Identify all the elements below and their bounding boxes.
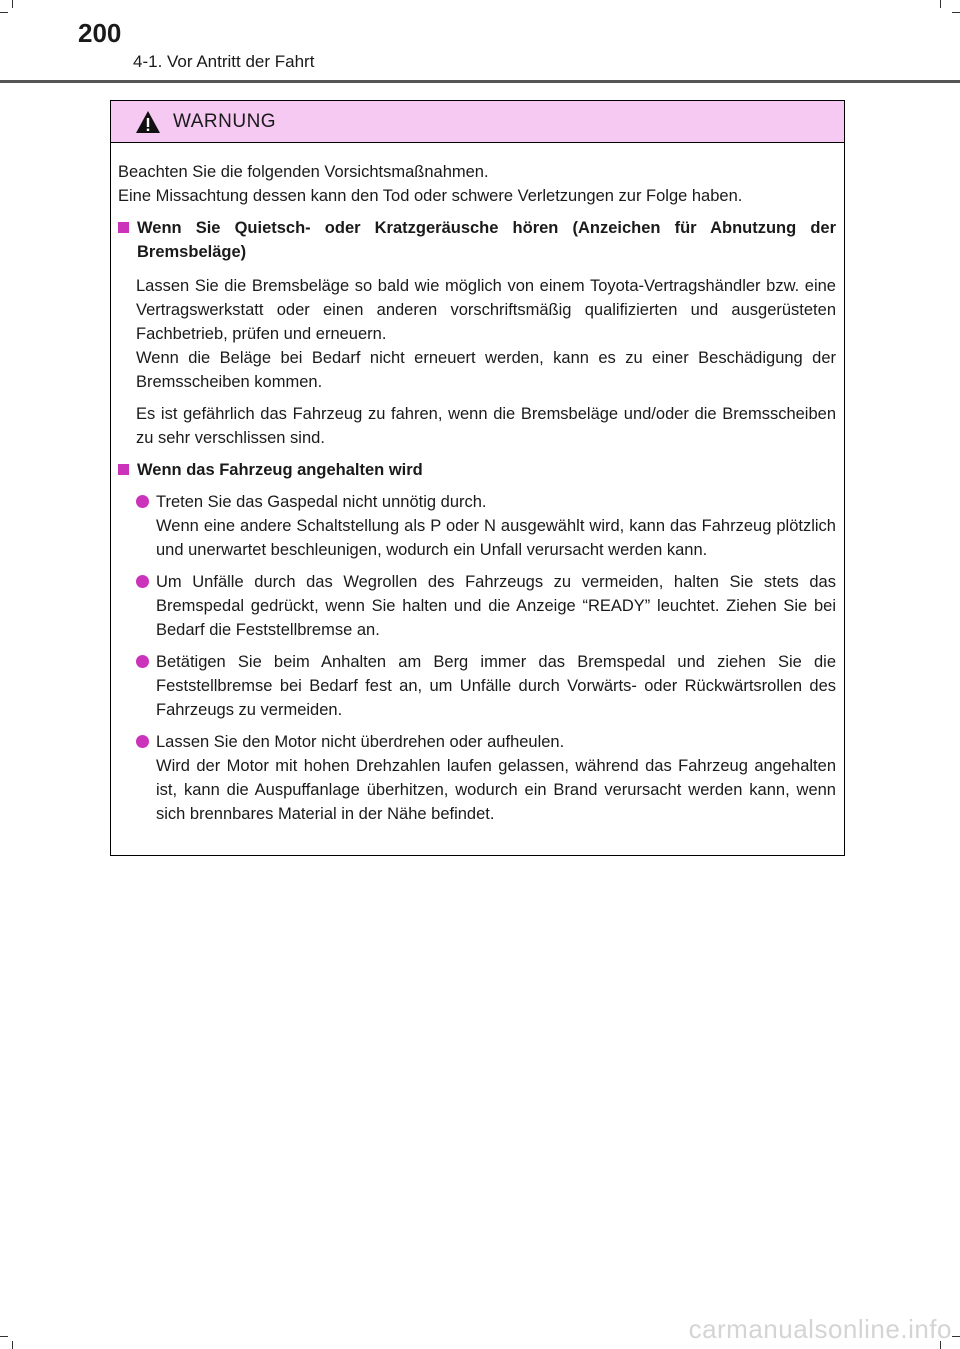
list-item-text: Lassen Sie den Motor nicht überdrehen oder aufheulen.	[156, 733, 565, 751]
crop-mark-top-right-v	[940, 0, 941, 8]
list-item-text: Treten Sie das Gaspedal nicht unnötig durch.	[156, 493, 487, 511]
paragraph: Es ist gefährlich das Fahrzeug zu fahren, wenn die Bremsbeläge und/oder die Bremsscheiben zu sehr verschlissen sind.	[136, 405, 836, 447]
list-item	[136, 570, 836, 642]
paragraph: Wenn die Beläge bei Bedarf nicht erneuert werden, kann es zu einer Beschädigung der Bremsscheiben kommen.	[136, 349, 836, 391]
list-item-text: Betätigen Sie beim Anhalten am Berg immer das Bremspedal und ziehen Sie die Feststellbremse bei Bedarf fest an, um Unfälle durch Vorwärts- oder Rückwärtsrollen des Fahrzeugs zu vermeiden.	[156, 653, 836, 719]
warning-header	[111, 101, 844, 143]
list-item	[136, 730, 836, 826]
circle-bullet-icon	[136, 495, 149, 508]
circle-bullet-icon	[136, 655, 149, 668]
vehicle-stopped-list	[136, 490, 836, 826]
section-heading-text: Wenn das Fahrzeug angehalten wird	[137, 461, 423, 479]
section-heading-brake-pads	[118, 216, 836, 264]
paragraph: Lassen Sie die Bremsbeläge so bald wie möglich von einem Toyota-Vertragshändler bzw. eine Vertragswerkstatt oder einen anderen vorschriftsmäßig qualifizierten und ausgerüsteten Fachbetrieb, prüfen und erneuern.	[136, 277, 836, 343]
crop-mark-bottom-right-h	[952, 1336, 960, 1337]
warning-title: WARNUNG	[173, 110, 277, 132]
list-item-text: Um Unfälle durch das Wegrollen des Fahrzeugs zu vermeiden, halten Sie stets das Bremspedal gedrückt, wenn Sie halten und die Anzeige “READY” leuchtet. Ziehen Sie bei Bedarf die Feststellbremse an.	[156, 573, 836, 639]
crop-mark-top-left-h	[0, 12, 8, 13]
warning-body	[111, 143, 844, 826]
warning-intro	[118, 160, 836, 208]
watermark[interactable]: carmanualsonline.info	[688, 1314, 952, 1344]
warning-triangle-icon	[135, 110, 161, 134]
square-bullet-icon	[118, 464, 129, 475]
header-divider	[0, 80, 960, 83]
list-item-text: Wenn eine andere Schaltstellung als P oder N ausgewählt wird, kann das Fahrzeug plötzlich und unerwartet beschleunigen, wodurch ein Unfall verursacht werden kann.	[156, 517, 836, 559]
crop-mark-bottom-left-v	[12, 1341, 13, 1349]
brake-pads-paragraphs	[136, 274, 836, 450]
list-item	[136, 490, 836, 562]
page-number: 200	[78, 18, 122, 48]
section-heading-text: Wenn Sie Quietsch- oder Kratzgeräusche hören (Anzeichen für Abnutzung der Bremsbeläge)	[137, 219, 836, 261]
intro-line: Beachten Sie die folgenden Vorsichtsmaßnahmen.	[118, 163, 489, 181]
crop-mark-top-right-h	[952, 12, 960, 13]
circle-bullet-icon	[136, 735, 149, 748]
square-bullet-icon	[118, 222, 129, 233]
list-item-text: Wird der Motor mit hohen Drehzahlen laufen gelassen, während das Fahrzeug angehalten ist, kann die Auspuffanlage überhitzen, wodurch ein Brand verursacht werden kann, wenn sich brennbares Material in der Nähe befindet.	[156, 757, 836, 823]
warning-box	[110, 100, 845, 856]
section-title: 4-1. Vor Antritt der Fahrt	[133, 52, 315, 71]
crop-mark-top-left-v	[12, 0, 13, 8]
list-item	[136, 650, 836, 722]
crop-mark-bottom-left-h	[0, 1336, 8, 1337]
section-heading-vehicle-stopped	[118, 458, 836, 482]
intro-line: Eine Missachtung dessen kann den Tod oder schwere Verletzungen zur Folge haben.	[118, 187, 743, 205]
circle-bullet-icon	[136, 575, 149, 588]
